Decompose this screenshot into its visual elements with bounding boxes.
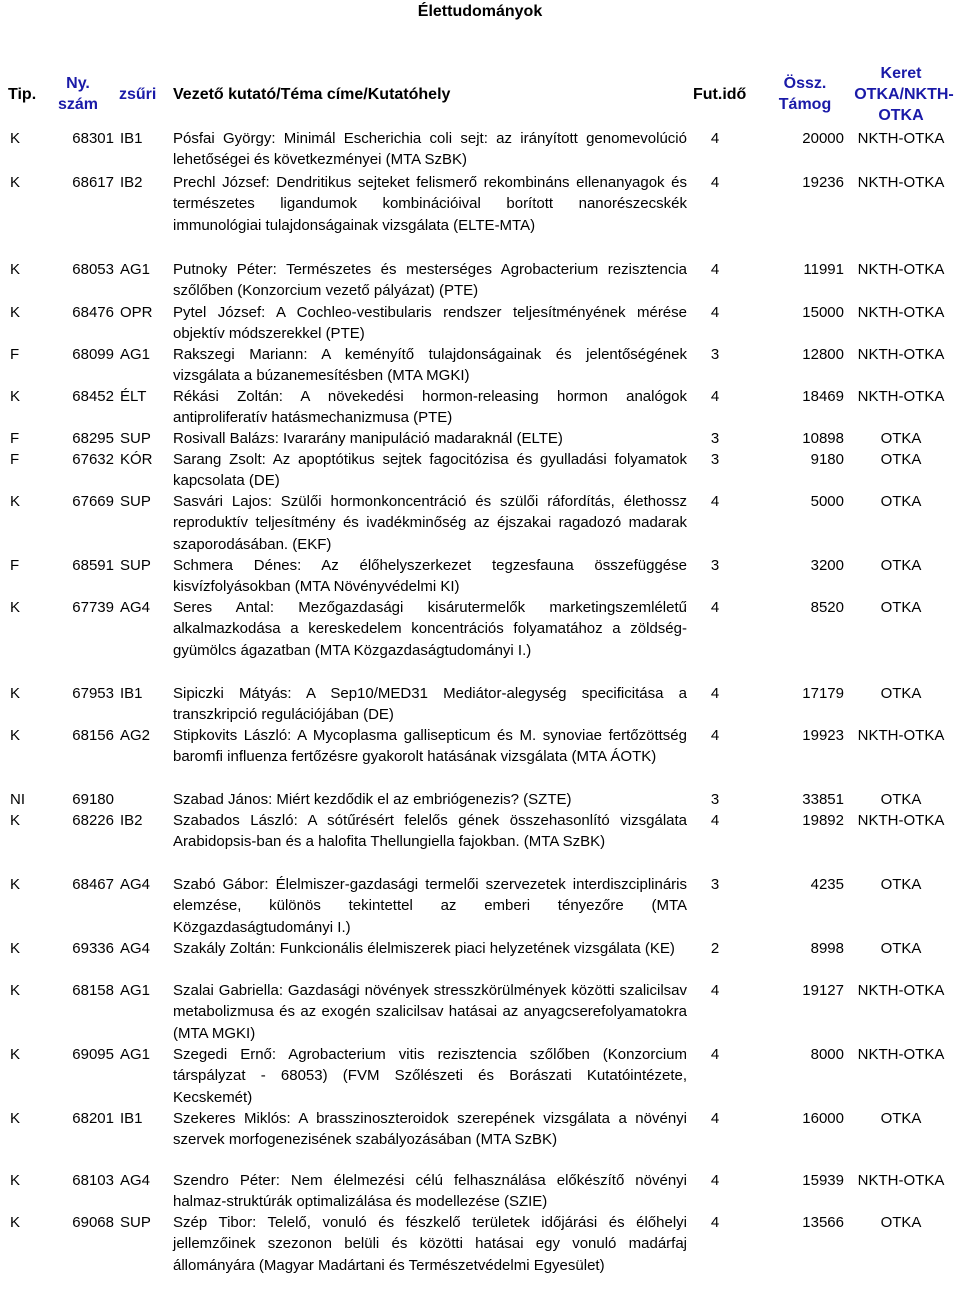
cell-title: Sarang Zsolt: Az apoptótikus sejtek fagocitózisa és gyulladási folyamatok kapcsolata (DE) (173, 451, 687, 490)
cell-tip: K (10, 727, 21, 744)
cell-zsuri: IB2 (120, 174, 143, 191)
cell-keret: OTKA (880, 493, 922, 510)
cell-zsuri: SUP (120, 557, 151, 574)
cell-fut-ido: 4 (710, 812, 720, 829)
cell-ossz-tamog: 17179 (802, 685, 844, 702)
cell-ossz-tamog: 20000 (802, 130, 844, 147)
cell-zsuri: KÓR (120, 451, 153, 468)
cell-zsuri: AG1 (120, 1046, 151, 1063)
cell-keret: OTKA (880, 1214, 922, 1231)
cell-fut-ido: 4 (710, 1110, 720, 1127)
cell-ossz-tamog: 19923 (802, 727, 844, 744)
cell-title: Rékási Zoltán: A növekedési hormon-releasing hormon analógok antiproliferatív hatásmechanizmusa (PTE) (173, 388, 687, 427)
cell-title: Pósfai György: Minimál Escherichia coli sejt: az irányított genomevolúció lehetőségei és következményei (MTA SzBK) (173, 130, 687, 169)
cell-ny-szam: 68476 (72, 304, 114, 321)
cell-ossz-tamog: 12800 (802, 346, 844, 363)
cell-title: Szabados László: A sótűrésért felelős gének összehasonlító vizsgálata Arabidopsis-ban és a halofita Thellungiella fajokban. (MTA SzBK) (173, 812, 687, 851)
cell-fut-ido: 3 (710, 430, 720, 447)
cell-tip: K (10, 1214, 21, 1231)
cell-zsuri: SUP (120, 1214, 151, 1231)
page-title: Élettudományok (417, 3, 543, 20)
header-tip: Tip. (8, 86, 37, 103)
cell-keret: OTKA (880, 430, 922, 447)
cell-title: Szalai Gabriella: Gazdasági növények stresszkörülmények közötti szalicilsav metabolizmusa és az exogén szalicilsav hatásai az anyagcserefolyamatokra (MTA MGKI) (173, 982, 687, 1042)
cell-zsuri: IB1 (120, 1110, 143, 1127)
cell-ossz-tamog: 13566 (802, 1214, 844, 1231)
cell-fut-ido: 4 (710, 1214, 720, 1231)
cell-ny-szam: 68295 (72, 430, 114, 447)
cell-ny-szam: 69095 (72, 1046, 114, 1063)
cell-title: Seres Antal: Mezőgazdasági kisárutermelők marketingszemléletű alkalmazkodása a kereskedelem koncentrációs folyamatához a zöldség-gyümölcs ágazatban (MTA Közgazdaságtudományi I.) (173, 599, 687, 659)
cell-ny-szam: 69180 (72, 791, 114, 808)
cell-title: Szabó Gábor: Élelmiszer-gazdasági termelői szervezetek interdiszciplináris elemzése, különös tekintettel az emberi tényezőre (MTA Közgazdaságtudományi I.) (173, 876, 687, 936)
cell-keret: NKTH-OTKA (857, 130, 945, 147)
cell-fut-ido: 4 (710, 982, 720, 999)
cell-tip: F (10, 557, 20, 574)
cell-ny-szam: 69336 (72, 940, 114, 957)
cell-zsuri: AG4 (120, 1172, 151, 1189)
cell-fut-ido: 4 (710, 130, 720, 147)
header-fut-ido: Fut.idő (693, 86, 747, 103)
cell-ny-szam: 68452 (72, 388, 114, 405)
cell-keret: NKTH-OTKA (857, 304, 945, 321)
cell-ossz-tamog: 8520 (810, 599, 844, 616)
cell-ossz-tamog: 15939 (802, 1172, 844, 1189)
cell-keret: NKTH-OTKA (857, 982, 945, 999)
cell-tip: K (10, 174, 21, 191)
cell-keret: NKTH-OTKA (857, 261, 945, 278)
cell-tip: F (10, 346, 20, 363)
cell-ossz-tamog: 18469 (802, 388, 844, 405)
cell-ny-szam: 67739 (72, 599, 114, 616)
cell-keret: NKTH-OTKA (857, 346, 945, 363)
cell-keret: OTKA (880, 1110, 922, 1127)
cell-ossz-tamog: 9180 (810, 451, 844, 468)
cell-zsuri: IB1 (120, 685, 143, 702)
cell-zsuri: AG1 (120, 346, 151, 363)
cell-ny-szam: 68201 (72, 1110, 114, 1127)
cell-keret: OTKA (880, 940, 922, 957)
cell-fut-ido: 4 (710, 174, 720, 191)
cell-title: Rosivall Balázs: Ivararány manipuláció madaraknál (ELTE) (173, 430, 563, 447)
cell-ny-szam: 68156 (72, 727, 114, 744)
header-ny-line2: szám (58, 96, 99, 113)
cell-zsuri: ÉLT (120, 388, 147, 405)
cell-zsuri: AG2 (120, 727, 151, 744)
cell-title: Sipiczki Mátyás: A Sep10/MED31 Mediátor-alegység specificitása a transzkripció regulációjában (DE) (173, 685, 687, 724)
cell-title: Sasvári Lajos: Szülői hormonkoncentráció és szülői ráfordítás, élethossz reproduktív teljesítmény és ivadékminőség az éjszakai ragadozó madarak szaporodásában. (EKF) (173, 493, 687, 553)
cell-fut-ido: 4 (710, 493, 720, 510)
cell-tip: K (10, 493, 21, 510)
header-zsuri: zsűri (119, 86, 157, 103)
cell-zsuri: AG4 (120, 940, 151, 957)
cell-ossz-tamog: 16000 (802, 1110, 844, 1127)
cell-ny-szam: 68591 (72, 557, 114, 574)
cell-ossz-tamog: 33851 (802, 791, 844, 808)
header-vezeto: Vezető kutató/Téma címe/Kutatóhely (173, 86, 451, 103)
cell-tip: F (10, 430, 20, 447)
cell-fut-ido: 4 (710, 304, 720, 321)
cell-ny-szam: 68099 (72, 346, 114, 363)
cell-ossz-tamog: 19127 (802, 982, 844, 999)
cell-keret: NKTH-OTKA (857, 812, 945, 829)
cell-tip: NI (10, 791, 25, 808)
cell-tip: K (10, 812, 21, 829)
cell-keret: OTKA (880, 685, 922, 702)
cell-ossz-tamog: 10898 (802, 430, 844, 447)
header-ny-line1: Ny. (66, 75, 90, 92)
cell-ossz-tamog: 15000 (802, 304, 844, 321)
header-keret-line2: OTKA/NKTH- (854, 86, 954, 103)
cell-ossz-tamog: 11991 (803, 261, 844, 278)
cell-tip: K (10, 599, 21, 616)
cell-ny-szam: 68103 (72, 1172, 114, 1189)
cell-title: Szendro Péter: Nem élelmezési célú felhasználása előkészítő növényi halmaz-struktúrák optimalizálása és modellezése (SZIE) (173, 1172, 687, 1211)
cell-tip: K (10, 261, 21, 278)
header-keret-line1: Keret (880, 65, 922, 82)
cell-ny-szam: 68053 (72, 261, 114, 278)
cell-ossz-tamog: 19236 (802, 174, 844, 191)
cell-ny-szam: 67669 (72, 493, 114, 510)
cell-tip: K (10, 304, 21, 321)
cell-ossz-tamog: 8998 (810, 940, 844, 957)
cell-fut-ido: 2 (710, 940, 720, 957)
cell-ny-szam: 68226 (72, 812, 114, 829)
cell-ny-szam: 68617 (72, 174, 114, 191)
cell-zsuri: SUP (120, 493, 151, 510)
cell-fut-ido: 3 (710, 791, 720, 808)
cell-zsuri: AG1 (120, 261, 151, 278)
cell-tip: K (10, 1110, 21, 1127)
cell-fut-ido: 4 (710, 685, 720, 702)
cell-tip: K (10, 940, 21, 957)
cell-keret: NKTH-OTKA (857, 727, 945, 744)
cell-title: Rakszegi Mariann: A keményítő tulajdonságainak és jelentőségének vizsgálata a búzanemesítésben (MTA MGKI) (173, 346, 687, 385)
cell-zsuri: OPR (120, 304, 153, 321)
cell-keret: NKTH-OTKA (857, 1046, 945, 1063)
cell-zsuri: AG4 (120, 599, 151, 616)
cell-title: Stipkovits László: A Mycoplasma gallisepticum és M. synoviae fertőzöttség baromfi influenza fertőzésre gyakorolt hatásának vizsgálata (MTA ÁOTK) (173, 727, 687, 766)
cell-tip: K (10, 685, 21, 702)
cell-ossz-tamog: 8000 (810, 1046, 844, 1063)
cell-ny-szam: 69068 (72, 1214, 114, 1231)
cell-ossz-tamog: 3200 (810, 557, 844, 574)
cell-fut-ido: 3 (710, 451, 720, 468)
cell-fut-ido: 3 (710, 876, 720, 893)
cell-keret: OTKA (880, 557, 922, 574)
cell-fut-ido: 4 (710, 261, 720, 278)
cell-ny-szam: 68301 (72, 130, 114, 147)
cell-keret: NKTH-OTKA (857, 388, 945, 405)
cell-zsuri: AG4 (120, 876, 151, 893)
cell-ny-szam: 68467 (72, 876, 114, 893)
cell-fut-ido: 4 (710, 1172, 720, 1189)
cell-ossz-tamog: 5000 (810, 493, 844, 510)
cell-ny-szam: 67953 (72, 685, 114, 702)
cell-keret: NKTH-OTKA (857, 1172, 945, 1189)
cell-keret: OTKA (880, 876, 922, 893)
cell-title: Szegedi Ernő: Agrobacterium vitis rezisztencia szőlőben (Konzorcium társpályzat - 68053) (FVM Szőlészeti és Borászati Kutatóintézete, Kecskemét) (173, 1046, 687, 1106)
header-keret-line3: OTKA (878, 107, 924, 124)
header-ossz-line1: Össz. (783, 75, 827, 92)
cell-zsuri: SUP (120, 430, 151, 447)
cell-title: Pytel József: A Cochleo-vestibularis rendszer teljesítményének mérése objektív módszerekkel (PTE) (173, 304, 687, 343)
cell-keret: OTKA (880, 451, 922, 468)
cell-fut-ido: 4 (710, 599, 720, 616)
cell-ossz-tamog: 19892 (802, 812, 844, 829)
cell-title: Szabad János: Miért kezdődik el az embriógenezis? (SZTE) (173, 791, 572, 808)
cell-zsuri: IB2 (120, 812, 143, 829)
cell-keret: OTKA (880, 599, 922, 616)
cell-tip: K (10, 1046, 21, 1063)
cell-ny-szam: 68158 (72, 982, 114, 999)
cell-title: Szekeres Miklós: A brasszinoszteroidok szerepének vizsgálata a növényi szervek morfogenezisének szabályozásában (MTA SzBK) (173, 1110, 687, 1149)
cell-title: Szakály Zoltán: Funkcionális élelmiszerek piaci helyzetének vizsgálata (KE) (173, 940, 675, 957)
cell-tip: K (10, 388, 21, 405)
cell-keret: NKTH-OTKA (857, 174, 945, 191)
cell-tip: F (10, 451, 20, 468)
cell-fut-ido: 3 (710, 346, 720, 363)
cell-fut-ido: 4 (710, 727, 720, 744)
cell-title: Putnoky Péter: Természetes és mesterséges Agrobacterium rezisztencia szőlőben (Konzorcium vezető pályázat) (PTE) (173, 261, 687, 300)
cell-tip: K (10, 130, 21, 147)
cell-fut-ido: 4 (710, 1046, 720, 1063)
cell-title: Schmera Dénes: Az élőhelyszerkezet tegzesfauna összefüggése kisvízfolyásokban (MTA Növényvédelmi KI) (173, 557, 687, 596)
cell-tip: K (10, 982, 21, 999)
cell-fut-ido: 4 (710, 388, 720, 405)
cell-tip: K (10, 1172, 21, 1189)
cell-title: Prechl József: Dendritikus sejteket felismerő rekombináns ellenanyagok és természetes ligandumok kombinációival borított nanorészecskék immunológiai tulajdonságainak vizsgálata (ELTE-MTA) (173, 174, 687, 234)
cell-ny-szam: 67632 (72, 451, 114, 468)
cell-zsuri: IB1 (120, 130, 143, 147)
cell-ossz-tamog: 4235 (810, 876, 844, 893)
cell-zsuri: AG1 (120, 982, 151, 999)
header-ossz-line2: Támog (778, 96, 832, 113)
cell-title: Szép Tibor: Telelő, vonuló és fészkelő területek időjárási és élőhelyi jellemzőinek szezonon belüli és közötti hatásai egy vonuló madárfaj állományára (Magyar Madártani és Természetvédelmi Egyesület) (173, 1214, 687, 1274)
cell-tip: K (10, 876, 21, 893)
cell-keret: OTKA (880, 791, 922, 808)
cell-fut-ido: 3 (710, 557, 720, 574)
